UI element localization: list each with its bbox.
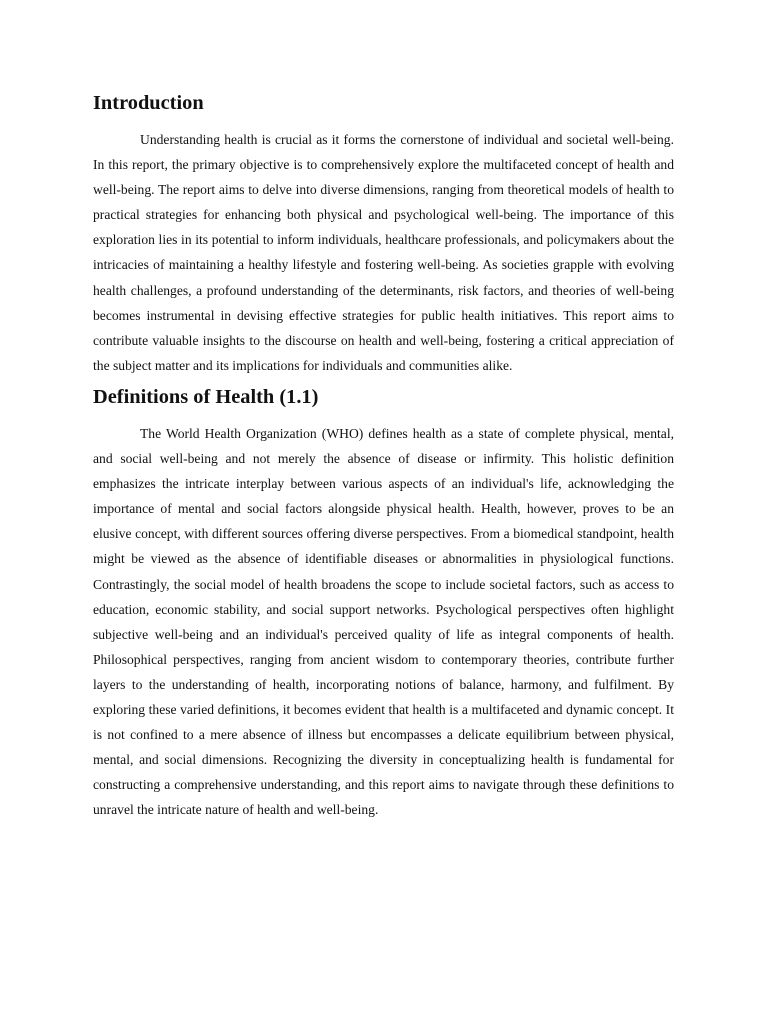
document-body	[93, 94, 674, 822]
section-heading-definitions-of-health: Definitions of Health (1.1)	[93, 385, 319, 408]
introduction-paragraph: Understanding health is crucial as it forms the cornerstone of individual and societal well-being. In this report, the primary objective is to comprehensively explore the multifaceted concept of health and well-being. The report aims to delve into diverse dimensions, ranging from theoretical models of health to practical strategies for enhancing both physical and psychological well-being. The importance of this exploration lies in its potential to inform individuals, healthcare professionals, and policymakers about the intricacies of maintaining a healthy lifestyle and fostering well-being. As societies grapple with evolving health challenges, a profound understanding of the determinants, risk factors, and theories of well-being becomes instrumental in devising effective strategies for public health initiatives. This report aims to contribute valuable insights to the discourse on health and well-being, fostering a critical appreciation of the subject matter and its implications for individuals and communities alike.	[93, 132, 674, 373]
definitions-of-health-paragraph: The World Health Organization (WHO) defines health as a state of complete physical, mental, and social well-being and not merely the absence of disease or infirmity. This holistic definition emphasizes the intricate interplay between various aspects of an individual's life, acknowledging the importance of mental and social factors alongside physical health. Health, however, proves to be an elusive concept, with different sources offering diverse perspectives. From a biomedical standpoint, health might be viewed as the absence of identifiable diseases or abnormalities in physiological functions. Contrastingly, the social model of health broadens the scope to include societal factors, such as access to education, economic stability, and social support networks. Psychological perspectives often highlight subjective well-being and an individual's perceived quality of life as integral components of health. Philosophical perspectives, ranging from ancient wisdom to contemporary theories, contribute further layers to the understanding of health, incorporating notions of balance, harmony, and fulfilment. By exploring these varied definitions, it becomes evident that health is a multifaceted and dynamic concept. It is not confined to a mere absence of illness but encompasses a delicate equilibrium between physical, mental, and social dimensions. Recognizing the diversity in conceptualizing health is fundamental for constructing a comprehensive understanding, and this report aims to navigate through these definitions to unravel the intricate nature of health and well-being.	[93, 425, 674, 818]
section-heading-introduction: Introduction	[93, 92, 204, 114]
